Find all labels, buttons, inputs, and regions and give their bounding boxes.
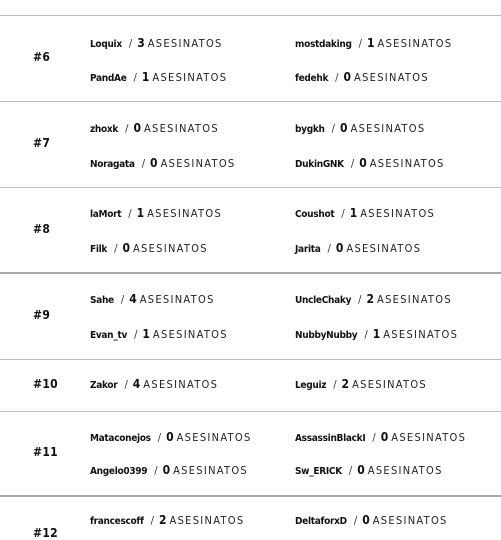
kill-count: 0 xyxy=(343,70,352,84)
player-entry xyxy=(90,327,228,341)
kill-count: 0 xyxy=(339,121,348,135)
kill-count-label: ASESINATOS xyxy=(143,122,219,135)
kill-count: 0 xyxy=(150,156,158,170)
player-entry xyxy=(295,121,425,135)
player-name: Jarita xyxy=(295,244,321,255)
separator: / xyxy=(134,328,138,341)
player-name: laMort xyxy=(90,209,122,220)
separator: / xyxy=(358,37,362,50)
kill-count-label: ASESINATOS xyxy=(360,207,436,220)
kill-count-label: ASESINATOS xyxy=(354,71,429,84)
kill-count-label: ASESINATOS xyxy=(391,431,467,444)
row-divider xyxy=(0,359,501,360)
separator: / xyxy=(348,464,353,477)
separator: / xyxy=(141,157,146,170)
player-name: DeltaforxD xyxy=(295,516,347,527)
player-entry xyxy=(90,377,218,391)
player-entry xyxy=(295,241,421,255)
player-entry xyxy=(295,156,445,170)
player-name: NubbyNubby xyxy=(295,330,358,341)
player-name: Sahe xyxy=(90,295,114,306)
kill-count: 1 xyxy=(141,70,150,84)
separator: / xyxy=(114,242,118,255)
player-entry xyxy=(90,430,252,444)
kill-count-label: ASESINATOS xyxy=(147,207,223,220)
rank-label: #7 xyxy=(33,136,51,150)
kill-count: 0 xyxy=(359,156,367,170)
player-name: Loquix xyxy=(90,39,122,50)
player-name: Coushot xyxy=(295,209,335,220)
row-divider xyxy=(0,187,501,188)
player-name: Leguiz xyxy=(295,380,327,391)
separator: / xyxy=(125,122,129,135)
player-entry xyxy=(295,36,452,50)
kill-count-label: ASESINATOS xyxy=(372,514,448,527)
kill-count: 0 xyxy=(335,241,344,255)
kill-count-label: ASESINATOS xyxy=(143,378,219,391)
kill-count-label: ASESINATOS xyxy=(173,464,249,477)
separator: / xyxy=(128,37,133,50)
player-entry xyxy=(295,206,435,220)
kill-count: 3 xyxy=(137,36,145,50)
separator: / xyxy=(124,378,128,391)
kill-count-label: ASESINATOS xyxy=(147,37,223,50)
kill-count: 4 xyxy=(129,292,137,306)
player-name: Angelo0399 xyxy=(90,466,148,477)
kill-count: 0 xyxy=(380,430,389,444)
player-name: Evan_tv xyxy=(90,330,128,341)
player-entry xyxy=(295,70,429,84)
player-entry xyxy=(295,327,458,341)
kill-count: 4 xyxy=(132,377,141,391)
separator: / xyxy=(372,431,376,444)
row-divider xyxy=(0,272,501,274)
player-entry xyxy=(295,292,452,306)
kill-count-label: ASESINATOS xyxy=(367,464,443,477)
row-divider xyxy=(0,411,501,412)
kill-count-label: ASESINATOS xyxy=(377,37,453,50)
separator: / xyxy=(133,71,137,84)
player-entry xyxy=(90,463,248,477)
kill-count-label: ASESINATOS xyxy=(346,242,422,255)
player-name: AssassinBlackI xyxy=(295,433,366,444)
separator: / xyxy=(157,431,162,444)
player-entry xyxy=(90,206,222,220)
separator: / xyxy=(364,328,368,341)
player-name: Mataconejos xyxy=(90,433,151,444)
separator: / xyxy=(120,293,125,306)
kill-count: 0 xyxy=(357,463,365,477)
player-entry xyxy=(295,430,466,444)
player-name: UncleChaky xyxy=(295,295,352,306)
player-entry xyxy=(295,377,427,391)
kill-count: 2 xyxy=(366,292,375,306)
player-name: fedehk xyxy=(295,73,329,84)
player-name: DukinGNK xyxy=(295,159,344,170)
kill-count: 0 xyxy=(133,121,141,135)
rank-label: #8 xyxy=(33,222,51,236)
separator: / xyxy=(331,122,335,135)
kill-count-label: ASESINATOS xyxy=(152,71,228,84)
kill-count-label: ASESINATOS xyxy=(169,514,245,527)
player-entry xyxy=(90,121,219,135)
kill-count: 1 xyxy=(366,36,375,50)
player-name: Filk xyxy=(90,244,108,255)
kill-count: 1 xyxy=(372,327,381,341)
player-entry xyxy=(90,70,227,84)
separator: / xyxy=(128,207,132,220)
player-name: Sw_ERICK xyxy=(295,466,342,477)
player-entry xyxy=(90,513,244,527)
player-name: PandAe xyxy=(90,73,127,84)
kill-count: 0 xyxy=(122,241,130,255)
separator: / xyxy=(350,157,355,170)
kill-count: 1 xyxy=(349,206,358,220)
kill-count: 2 xyxy=(159,513,167,527)
rank-label: #12 xyxy=(33,526,58,540)
separator: / xyxy=(150,514,154,527)
player-name: francescoff xyxy=(90,516,144,527)
player-name: mostdaking xyxy=(295,39,352,50)
rank-label: #10 xyxy=(33,377,58,391)
kill-count-label: ASESINATOS xyxy=(176,431,252,444)
kill-count-label: ASESINATOS xyxy=(383,328,459,341)
kill-count: 1 xyxy=(142,327,150,341)
player-entry xyxy=(90,156,236,170)
kill-count-label: ASESINATOS xyxy=(352,378,427,391)
separator: / xyxy=(358,293,362,306)
kill-count: 0 xyxy=(162,463,171,477)
kill-count-label: ASESINATOS xyxy=(377,293,452,306)
rank-label: #9 xyxy=(33,308,51,322)
kill-count: 0 xyxy=(362,513,370,527)
rank-label: #11 xyxy=(33,445,58,459)
player-name: bygkh xyxy=(295,124,325,135)
player-name: Zakor xyxy=(90,380,118,391)
player-entry xyxy=(90,36,223,50)
separator: / xyxy=(335,71,339,84)
rank-label: #6 xyxy=(33,50,51,64)
row-divider xyxy=(0,495,501,497)
player-entry xyxy=(295,513,448,527)
separator: / xyxy=(353,514,358,527)
kill-count-label: ASESINATOS xyxy=(350,122,426,135)
player-entry xyxy=(90,241,208,255)
separator: / xyxy=(154,464,158,477)
row-divider xyxy=(0,101,501,102)
kill-count-label: ASESINATOS xyxy=(132,242,208,255)
separator: / xyxy=(341,207,345,220)
separator: / xyxy=(333,378,337,391)
separator: / xyxy=(327,242,331,255)
kill-count-label: ASESINATOS xyxy=(139,293,215,306)
player-name: Noragata xyxy=(90,159,135,170)
player-entry xyxy=(295,463,443,477)
kill-count-label: ASESINATOS xyxy=(369,157,445,170)
kill-count: 1 xyxy=(136,206,145,220)
player-entry xyxy=(90,292,215,306)
player-name: zhoxk xyxy=(90,124,119,135)
row-divider xyxy=(0,15,501,16)
kill-count-label: ASESINATOS xyxy=(160,157,236,170)
kill-count: 2 xyxy=(341,377,350,391)
kill-count: 0 xyxy=(166,430,174,444)
kill-count-label: ASESINATOS xyxy=(152,328,228,341)
